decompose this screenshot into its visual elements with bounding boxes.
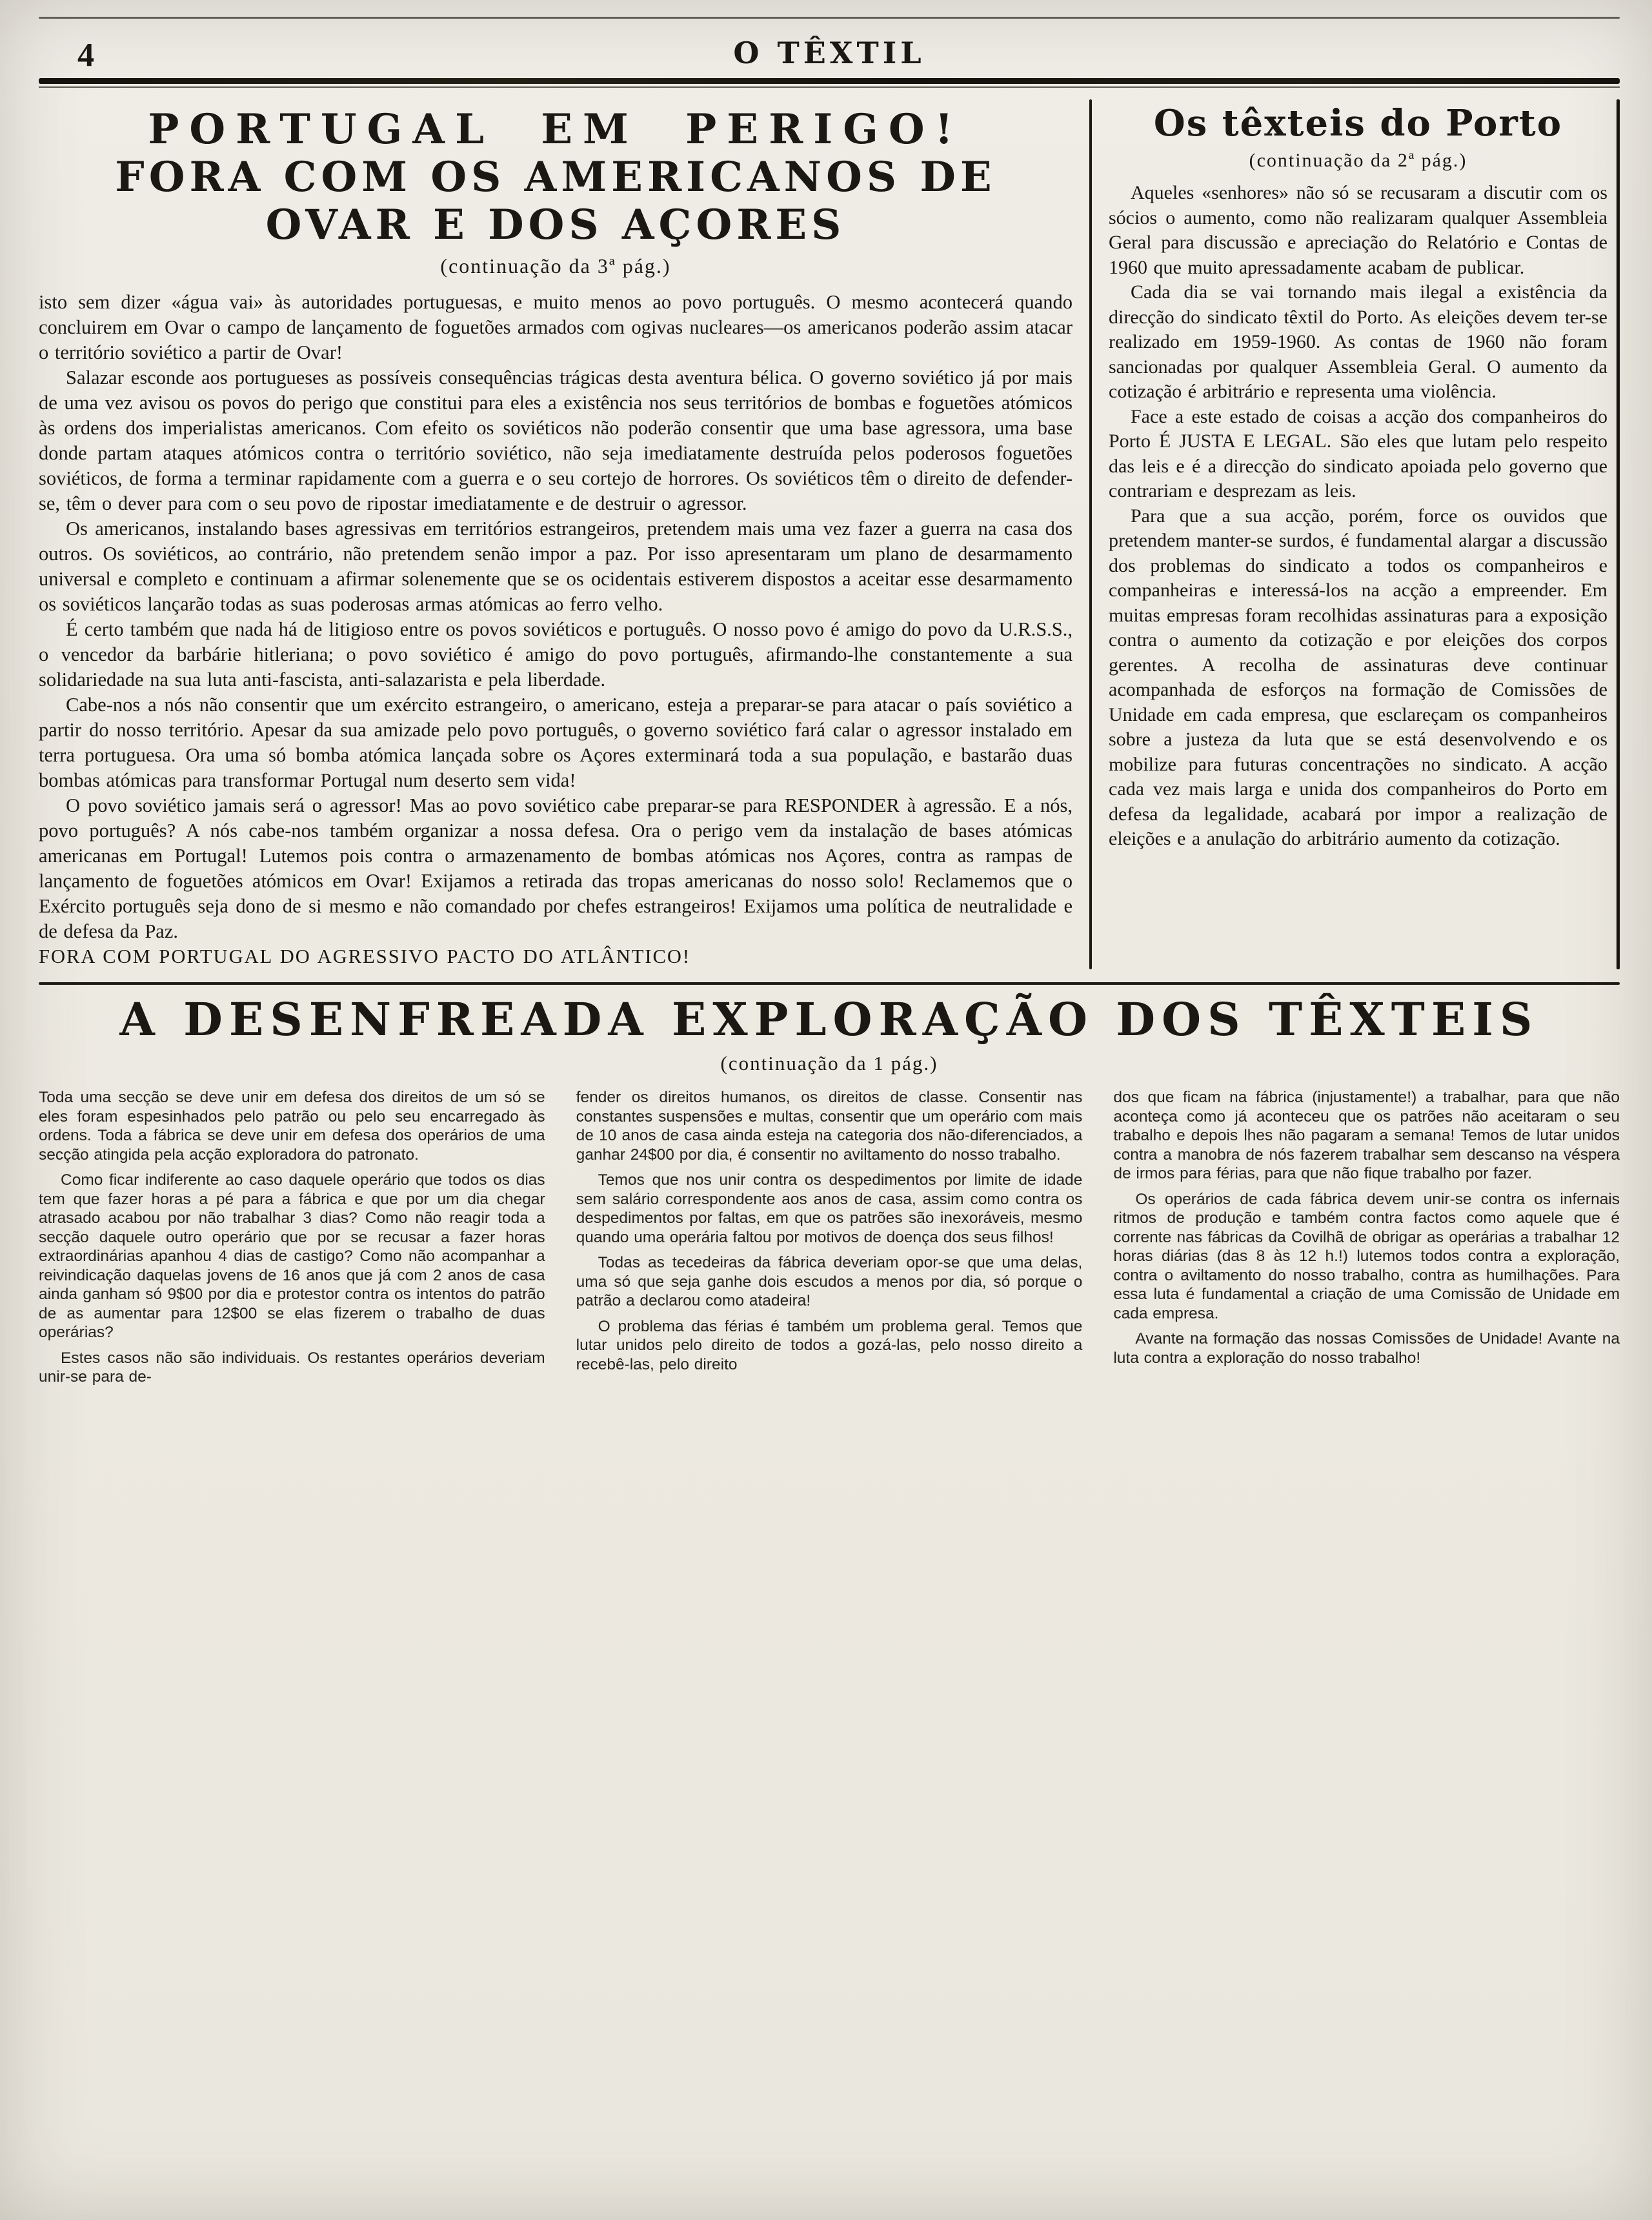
main-columns [39, 99, 1620, 969]
paragraph: O problema das férias é também um problema geral. Temos que lutar unidos pelo direito de todos a gozá-las, pelo nosso direito a recebê-las, pelo direito [576, 1317, 1083, 1373]
bottom-columns [39, 1088, 1620, 1393]
paragraph: fender os direitos humanos, os direitos de classe. Consentir nas constantes suspensões e multas, consentir que um operário com mais de 10 anos de casa ainda esteja na categoria dos não-diferenciados, a ganhar 24$00 por dia, é consentir no aviltamento do nosso trabalho. [576, 1089, 1083, 1164]
paragraph: Cabe-nos a nós não consentir que um exército estrangeiro, o americano, esteja a preparar-se para atacar o país soviético a partir do nosso território. Apesar da sua amizade pelo povo português, o governo soviético fará calar o agressor instalado em terra portuguesa. Ora uma só bomba atómica lançada sobre os Açores exterminará toda a sua população, e bastarão duas bombas atómicas para transformar Portugal num deserto sem vida! [39, 694, 1073, 791]
paragraph: Como ficar indiferente ao caso daquele operário que todos os dias tem que fazer horas a pé para a fábrica e que por um dia chegar atrasado acabou por não trabalhar 3 dias? Como não reagir toda a secção daquele outro operário que por se recusar a fazer horas extraordinárias apanhou 4 dias de castigo? Como não acompanhar a reivindicação daquelas jovens de 16 anos que já com 2 anos de casa ainda ganham só 9$00 por dia e protestor contra os intentos do patrão de as aumentar para 12$00 se elas fizerem o trabalho de duas operárias? [39, 1171, 545, 1341]
continuation-note: (continuação da 1 pág.) [720, 1052, 938, 1075]
paragraph: Todas as tecedeiras da fábrica deveriam opor-se que uma delas, uma só que seja ganhe dois escudos a menos por dia, só porque o patrão a declarou como atadeira! [576, 1254, 1083, 1309]
bottom-column-2 [576, 1088, 1083, 1393]
paragraph: Toda uma secção se deve unir em defesa dos direitos de um só se eles foram espesinhados pelo patrão ou pelo seu encarregado às ordens. Toda a fábrica se deve unir em defesa dos operários de uma secção atingida pela acção exploradora do patronato. [39, 1089, 545, 1164]
bottom-column-1 [39, 1088, 545, 1393]
masthead-rule-heavy [39, 78, 1620, 84]
bottom-column-3 [1113, 1088, 1620, 1393]
article-body [39, 290, 1073, 969]
paragraph: Os operários de cada fábrica devem unir-se contra os infernais ritmos de produção e também contra factos como aquele que é corrente nas fábricas da Covilhã de obrigar as operárias a trabalhar 12 horas diárias (das 8 às 12 h.!) lutemos todos contra a exploração, contra o aviltamento do nosso trabalho, contra as humilhações. Para essa luta é fundamental a criação de uma Comissão de Unidade em cada empresa. [1113, 1190, 1620, 1322]
paragraph: Avante na formação das nossas Comissões de Unidade! Avante na luta contra a exploração do nosso trabalho! [1113, 1330, 1620, 1367]
paragraph: Face a este estado de coisas a acção dos companheiros do Porto É JUSTA E LEGAL. São eles que lutam pelo respeito das leis e é a direcção do sindicato apoiada pelo governo que contrariam e desprezam as leis. [1109, 405, 1607, 501]
paragraph: Temos que nos unir contra os despedimentos por limite de idade sem salário correspondente aos anos de casa, assim como contra os despedimentos por faltas, em que os patrões são inexoráveis, mesmo quando uma operária faltou por motivos de doença dos seus filhos! [576, 1171, 1083, 1246]
paragraph: dos que ficam na fábrica (injustamente!) a trabalhar, para que não aconteça como já aconteceu que os patrões não aceitaram o seu trabalho e depois lhes não pagaram a semana! Temos de lutar unidos contra a manobra de nós fazerem trabalhar sem descanso na véspera de irmos para férias, para que não fique trabalho por fazer. [1113, 1089, 1620, 1182]
section-divider-rule [39, 982, 1620, 985]
paragraph: Aqueles «senhores» não só se recusaram a discutir com os sócios o aumento, como não realizaram qualquer Assembleia Geral para discussão e apreciação do Relatório e Contas de 1960 que muito apressadamente acabam de publicar. [1109, 182, 1607, 278]
masthead-rule-thin [39, 86, 1620, 88]
article-texteis-do-porto [1092, 99, 1617, 969]
page-header [39, 19, 1620, 74]
paragraph: Os americanos, instalando bases agressivas em territórios estrangeiros, pretendem mais uma vez fazer a guerra na casa dos outros. Os soviéticos, ao contrário, não pretendem senão impor a paz. Por isso apresentaram um plano de desarmamento universal e completo e continuam a afirmar solenemente que se os ocidentais estiverem dispostos a aceitar esse desarmamento os soviéticos lançarão todas as suas poderosas armas atómicas ao ferro velho. [39, 518, 1073, 615]
paragraph: Para que a sua acção, porém, force os ouvidos que pretendem manter-se surdos, é fundamental alargar a discussão dos problemas do sindicato a todos os companheiros e companheiras e interessá-los na acção a empreender. Em muitas empresas foram recolhidas assinaturas para a exposição contra o aumento da cotização e por eleições dos corpos gerentes. A recolha de assinaturas deve continuar acompanhada de esforços na formação de Comissões de Unidade em cada empresa, que esclareçam os companheiros sobre a justeza da luta que se está desenvolvendo e os mobilize para futuras concentrações no sindicato. A acção cada vez mais larga e unida dos companheiros do Porto em defesa da legalidade, acabará por impor a realização de eleições e a anulação do arbitrário aumento da cotização. [1109, 505, 1607, 849]
article-desenfreada-exploracao [39, 994, 1620, 1393]
continuation-note: (continuação da 3ª pág.) [440, 254, 671, 278]
paragraph: isto sem dizer «água vai» às autoridades portuguesas, e muito menos ao povo português. O mesmo acontecerá quando concluirem em Ovar o campo de lançamento de foguetões armados com ogivas nucleares—os americanos poderão assim atacar o território soviético a partir de Ovar! [39, 291, 1073, 363]
headline-texteis-do-porto: Os têxteis do Porto [1153, 102, 1563, 145]
article-portugal-em-perigo [39, 99, 1089, 969]
paragraph: Estes casos não são individuais. Os restantes operários deveriam unir-se para de- [39, 1349, 545, 1386]
article-body [1109, 181, 1607, 852]
paragraph: É certo também que nada há de litigioso entre os povos soviéticos e português. O nosso povo é amigo do povo da U.R.S.S., o vencedor da barbárie hitleriana; o povo soviético é amigo do povo português, afirmando-lhe constantemente a sua solidariedade na sua luta anti-fascista, anti-salazarista e pela liberdade. [39, 618, 1073, 691]
headline-desenfreada-exploracao: A DESENFREADA EXPLORAÇÃO DOS TÊXTEIS [119, 993, 1539, 1046]
page-edge-rule [1617, 99, 1620, 969]
paragraph: Salazar esconde aos portugueses as possíveis consequências trágicas desta aventura bélica. O governo soviético já por mais de uma vez avisou os povos do perigo que constitui para eles a existência nos seus territórios de bombas e foguetões atómicos às ordens dos imperialistas americanos. Com efeito os soviéticos não poderão consentir que uma base agressora, uma base donde partam ataques atómicos contra o território soviético, não seja imediatamente destruída pelos poderosos foguetões soviéticos, de forma a terminar rapidamente com a guerra e o seu cortejo de horrores. Os soviéticos têm o direito de defender-se, têm o dever para com o seu povo de ripostar imediatamente e de destruir o agressor. [39, 367, 1073, 514]
paragraph: Cada dia se vai tornando mais ilegal a existência da direcção do sindicato têxtil do Porto. As eleições devem ter-se realizado em 1959-1960. As contas de 1960 não foram sancionadas por qualquer Assembleia Geral. O aumento da cotização é arbitrário e representa uma violência. [1109, 281, 1607, 402]
headline-portugal-em-perigo [39, 106, 1073, 249]
masthead: O TÊXTIL [733, 35, 925, 70]
closing-slogan: FORA COM PORTUGAL DO AGRESSIVO PACTO DO ATLÂNTICO! [39, 945, 691, 967]
headline-line-3: OVAR E DOS AÇORES [265, 201, 846, 249]
page-number: 4 [77, 37, 96, 74]
continuation-note: (continuação da 2ª pág.) [1249, 150, 1467, 171]
paragraph: O povo soviético jamais será o agressor! Mas ao povo soviético cabe preparar-se para RESPONDER à agressão. E a nós, povo português? A nós cabe-nos também organizar a nossa defesa. Ora o perigo vem da instalação de bases atómicas americanas em Portugal! Lutemos pois contra o armazenamento de bombas atómicas nos Açores, contra as rampas de lançamento de foguetões atómicos em Ovar! Exijamos a retirada das tropas americanas do nosso solo! Reclamemos que o Exército português seja dono de si mesmo e não comandado por chefes estrangeiros! Exijamos uma política de neutralidade e de defesa da Paz. [39, 794, 1073, 942]
headline-line-1: PORTUGAL EM PERIGO! [148, 105, 963, 154]
headline-line-2: FORA COM OS AMERICANOS DE [115, 153, 996, 201]
